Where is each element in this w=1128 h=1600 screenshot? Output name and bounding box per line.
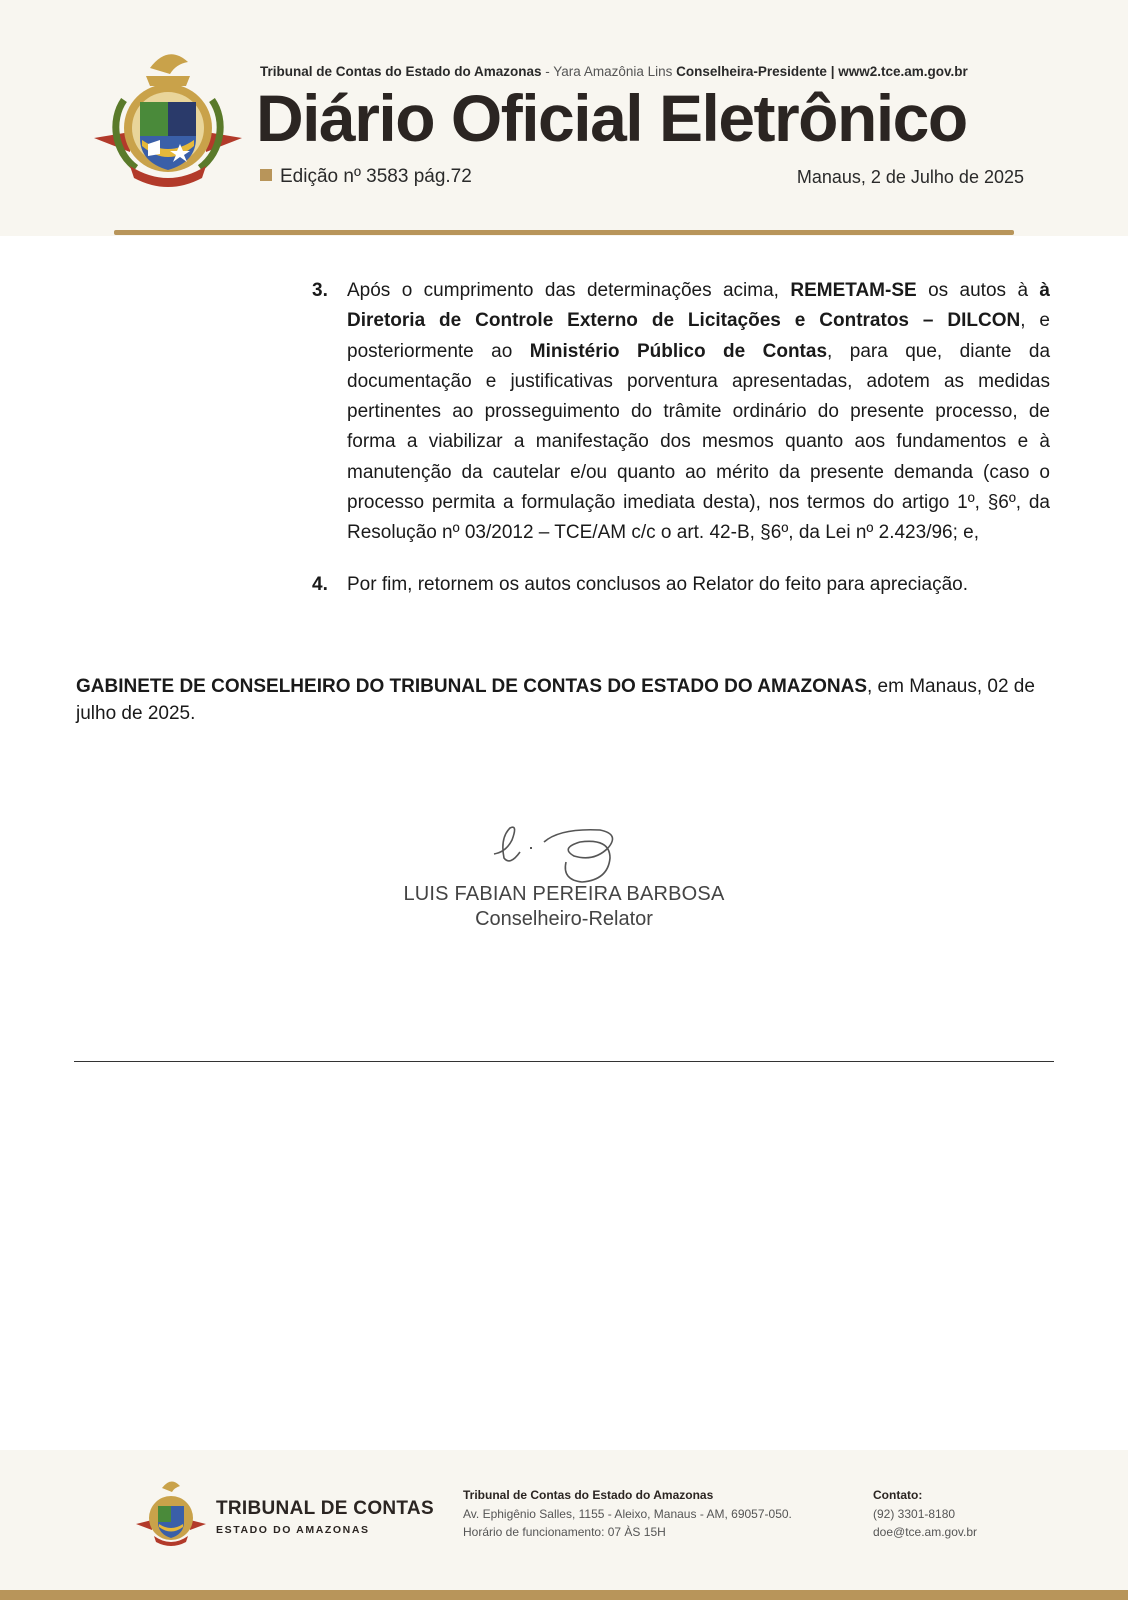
footer-address-title: Tribunal de Contas do Estado do Amazonas <box>463 1488 714 1502</box>
text-segment: , e posteriormente ao <box>347 310 1051 362</box>
publication-date: Manaus, 2 de Julho de 2025 <box>796 167 1024 187</box>
header-president-role-site: Conselheira-Presidente | www2.tce.am.gov.br <box>676 64 968 79</box>
text-segment-bold: à Diretoria de Controle Externo de Licitações e Contratos – DILCON <box>347 280 1050 332</box>
text-segment: Por fim, retornem os autos conclusos ao Relator do feito para apreciação. <box>347 574 968 595</box>
handwritten-signature <box>490 818 650 888</box>
signatory-role: Conselheiro-Relator <box>475 908 653 930</box>
list-item-text <box>347 570 1050 600</box>
footer-phone: (92) 3301-8180 <box>873 1506 956 1521</box>
footer-brand-subtitle: ESTADO DO AMAZONAS <box>216 1524 370 1536</box>
list-item-3 <box>312 276 1050 549</box>
list-item-text <box>347 276 1050 549</box>
header-president-name: Yara Amazônia Lins <box>553 64 673 79</box>
list-item-number: 3. <box>312 280 328 301</box>
content-divider <box>74 1061 1054 1062</box>
footer-email-link[interactable]: doe@tce.am.gov.br <box>873 1525 978 1539</box>
list-item-4 <box>312 570 1050 600</box>
crest-emblem-icon <box>90 40 246 190</box>
footer-hours: Horário de funcionamento: 07 ÀS 15H <box>463 1525 666 1539</box>
signatory-name: LUIS FABIAN PEREIRA BARBOSA <box>403 883 725 905</box>
closing-paragraph <box>76 673 1050 727</box>
footer-address <box>463 1486 792 1542</box>
header-institution-line <box>260 64 968 79</box>
footer-contact <box>873 1486 977 1542</box>
list-item-number: 4. <box>312 574 328 595</box>
footer-accent-bar <box>0 1590 1128 1600</box>
closing-bold: GABINETE DE CONSELHEIRO DO TRIBUNAL DE CONTAS DO ESTADO DO AMAZONAS <box>76 676 867 697</box>
header-separator: - <box>541 64 554 79</box>
edition-square-icon <box>260 169 272 181</box>
header-divider <box>114 230 1014 235</box>
text-segment: , para que, diante da documentação e justificativas porventura apresentadas, adotem as medidas pertinentes ao prosseguimento do trâmite ordinário do presente processo, de forma a viabilizar a manifestação dos mesmos quanto aos fundamentos e à manutenção da cautelar e/ou quanto ao mérito da presente demanda (caso o processo permita a formulação imediata desta), nos termos do artigo 1º, §6º, da Resolução nº 03/2012 – TCE/AM c/c o art. 42-B, §6º, da Lei nº 2.423/96; e, <box>347 340 1051 544</box>
footer-brand-title: TRIBUNAL DE CONTAS <box>216 1498 434 1519</box>
closing-rest: , em Manaus, 02 de julho de 2025. <box>76 676 1035 724</box>
text-segment-bold: Ministério Público de Contas <box>529 340 828 362</box>
page-title: Diário Oficial Eletrônico <box>256 81 967 155</box>
text-segment: Após o cumprimento das determinações acima, <box>347 280 791 301</box>
header-institution: Tribunal de Contas do Estado do Amazonas <box>260 64 542 79</box>
edition-label <box>260 166 472 188</box>
footer-contact-title: Contato: <box>873 1488 923 1502</box>
text-segment-bold: REMETAM-SE <box>790 280 917 301</box>
footer-crest-icon <box>134 1476 208 1548</box>
text-segment: os autos à <box>916 280 1040 301</box>
footer-address-line: Av. Ephigênio Salles, 1155 - Aleixo, Manaus - AM, 69057-050. <box>463 1506 792 1521</box>
edition-text: Edição nº 3583 pág.72 <box>280 166 472 187</box>
